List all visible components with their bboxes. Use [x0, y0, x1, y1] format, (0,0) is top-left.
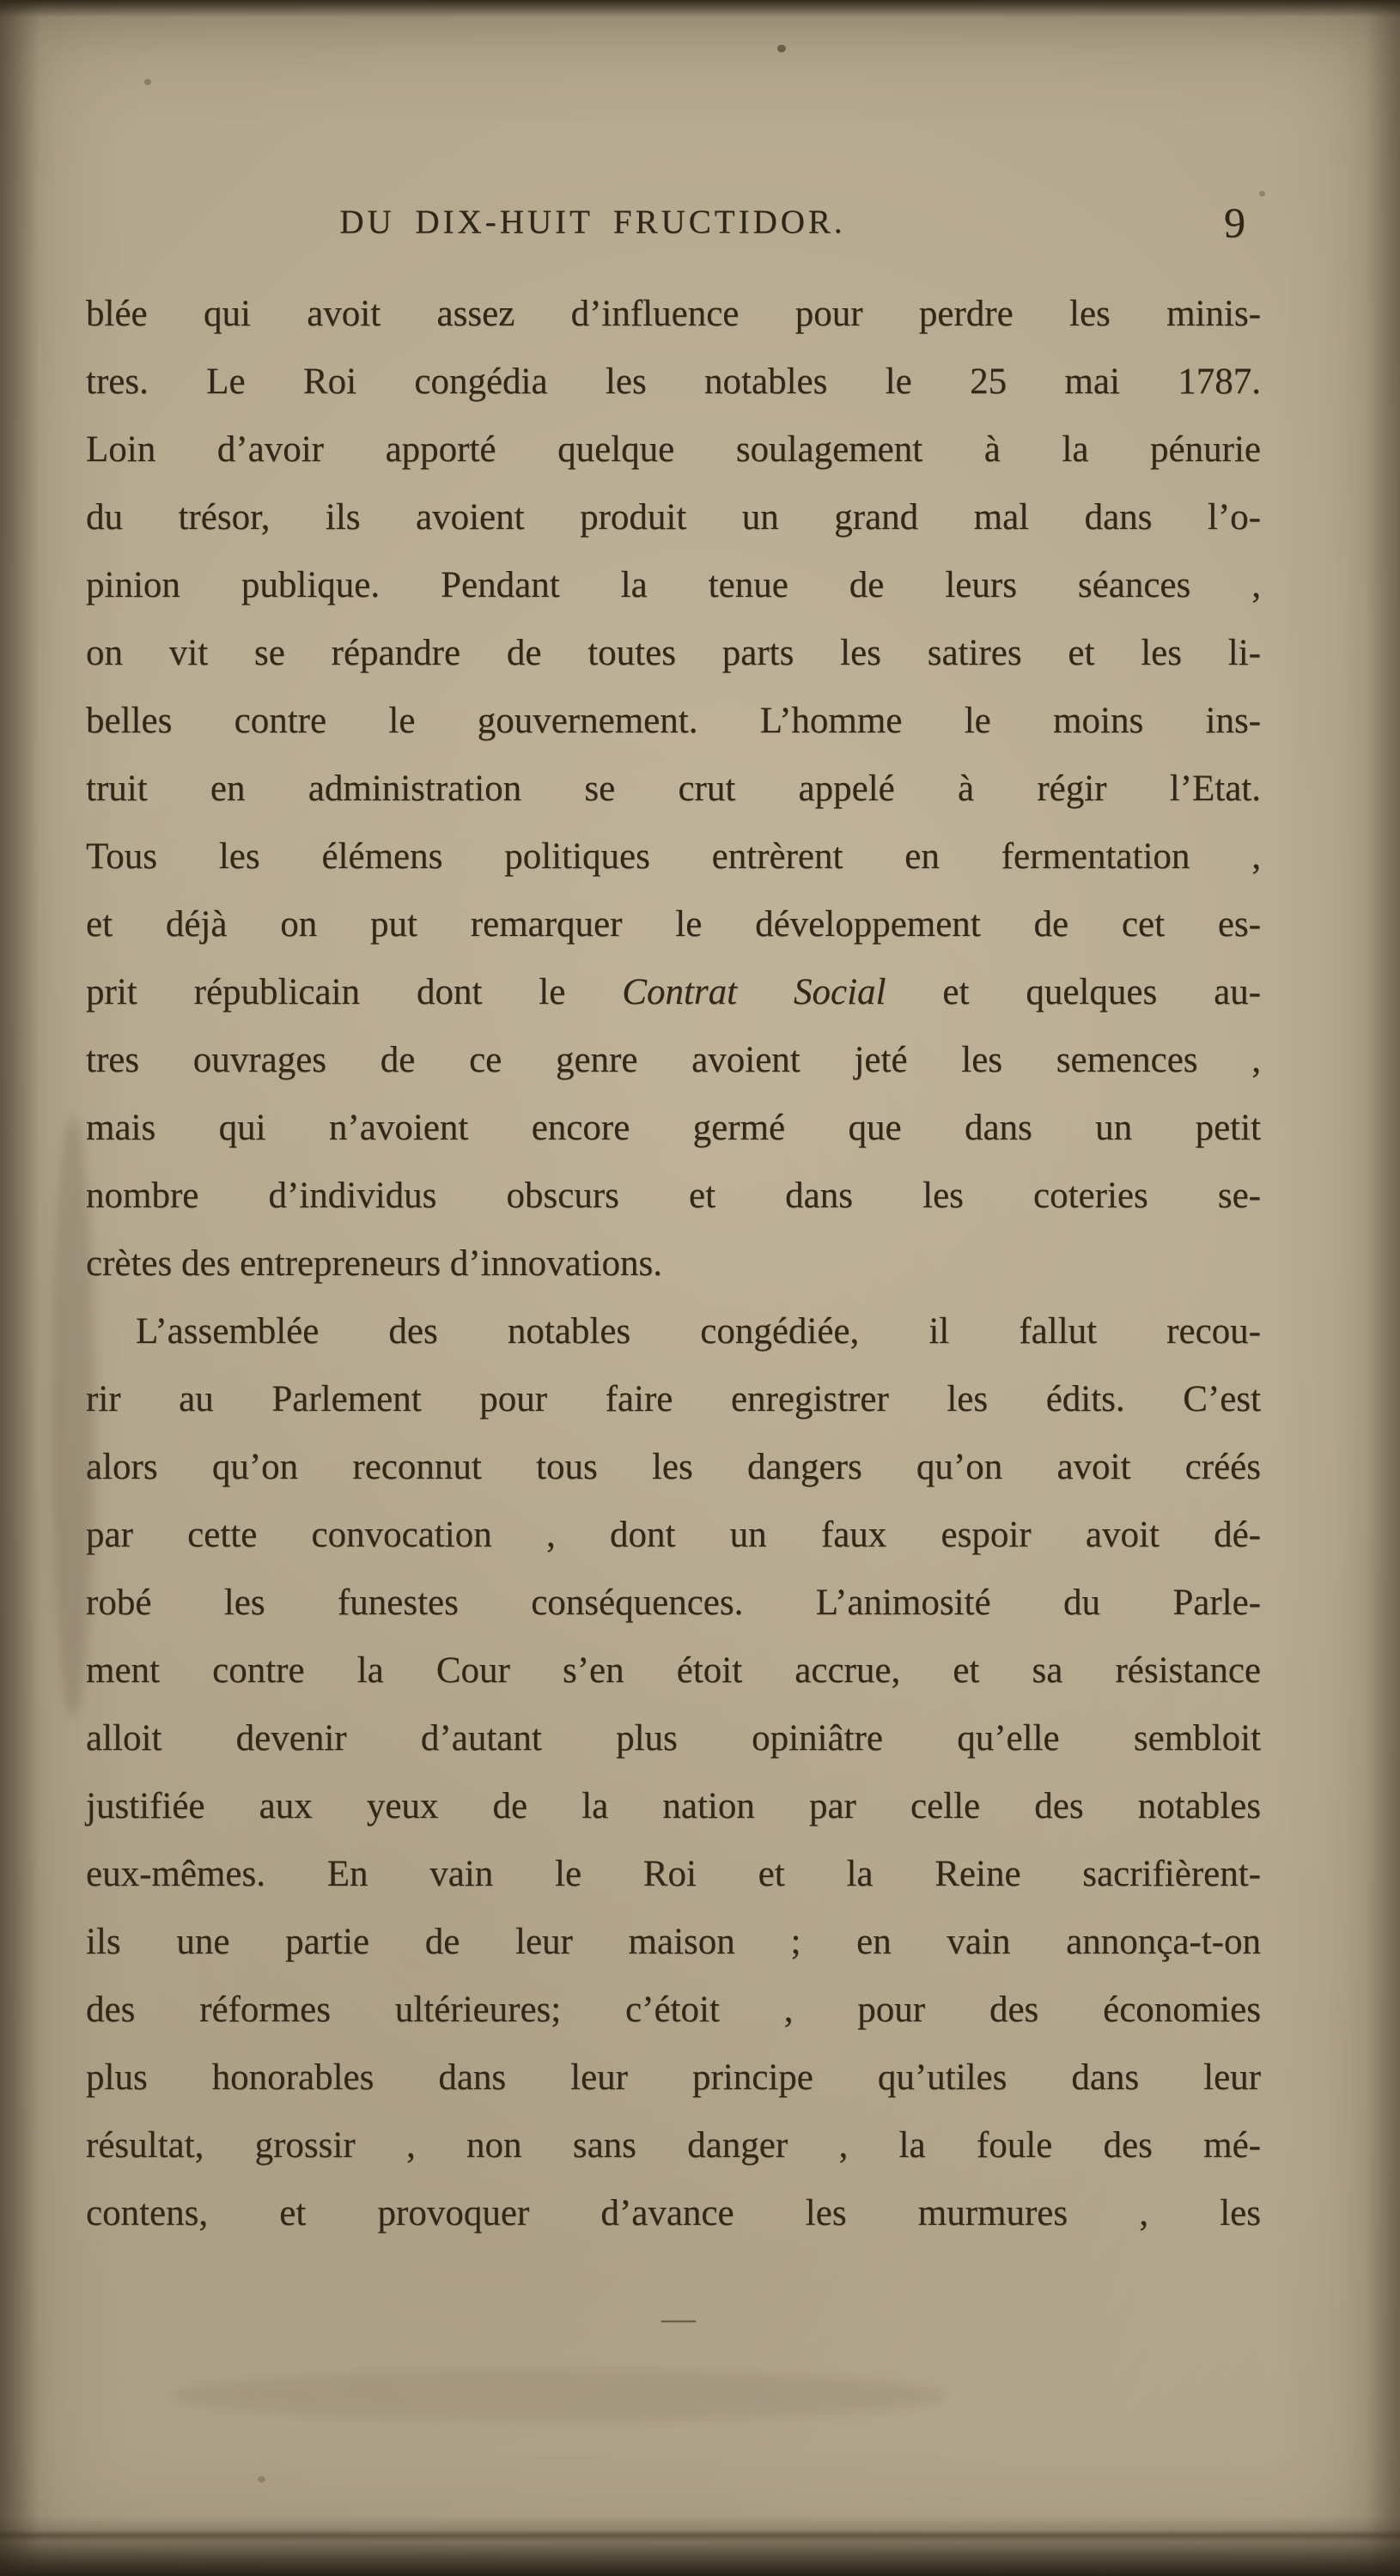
text-line	[86, 823, 1261, 890]
bleedthrough-smudge	[172, 2370, 945, 2421]
text-run: justifiée aux yeux de la nation par celle des notables	[86, 1786, 1261, 1826]
text-run: ment contre la Cour s’en étoit accrue, et sa résistance	[86, 1650, 1261, 1691]
text-line	[86, 1433, 1261, 1501]
text-line	[86, 416, 1261, 483]
text-run: Loin d’avoir apporté quelque soulagement à la pénurie	[86, 429, 1261, 470]
scan-edge-top	[0, 0, 1400, 17]
text-line	[86, 348, 1261, 416]
text-run: truit en administration se crut appelé à régir l’Etat.	[86, 769, 1261, 809]
margin-smudge	[52, 1116, 94, 1717]
text-line	[86, 1908, 1261, 1976]
text-run: ils une partie de leur maison ; en vain annonça-t-on	[86, 1922, 1261, 1962]
text-run: robé les funestes conséquences. L’animosité du Parle-	[86, 1583, 1261, 1623]
text-line	[86, 1976, 1261, 2044]
text-line	[86, 1840, 1261, 1908]
text-run: blée qui avoit assez d’influence pour perdre les minis-	[86, 294, 1261, 334]
text-run: alloit devenir d’autant plus opiniâtre qu’elle sembloit	[86, 1718, 1261, 1759]
paper-speck	[258, 2476, 265, 2482]
text-run: et quelques au-	[886, 972, 1261, 1012]
text-line	[86, 1704, 1261, 1772]
text-run: alors qu’on reconnut tous les dangers qu’on avoit créés	[86, 1447, 1261, 1487]
text-run: Tous les élémens politiques entrèrent en fermentation ,	[86, 836, 1261, 877]
text-line	[86, 551, 1261, 619]
text-line	[86, 1772, 1261, 1840]
text-line	[86, 1501, 1261, 1569]
scan-edge-bottom	[0, 2516, 1400, 2576]
page-header	[86, 198, 1261, 258]
text-line	[86, 2111, 1261, 2179]
text-run: eux-mêmes. En vain le Roi et la Reine sacrifièrent-	[86, 1854, 1261, 1894]
text-run: mais qui n’avoient encore germé que dans un petit	[86, 1108, 1261, 1148]
text-line	[86, 280, 1261, 348]
paper-speck	[1259, 191, 1265, 197]
scan-edge-right	[1366, 0, 1400, 2576]
text-run: prit républicain dont le	[86, 972, 623, 1012]
text-line	[86, 687, 1261, 755]
text-line	[86, 1094, 1261, 1162]
text-run: des réformes ultérieures; c’étoit , pour des économies	[86, 1990, 1261, 2030]
text-line	[86, 2044, 1261, 2111]
text-run: par cette convocation , dont un faux espoir avoit dé-	[86, 1515, 1261, 1555]
text-line	[86, 1162, 1261, 1230]
page-number: 9	[1224, 198, 1245, 246]
text-line	[86, 2179, 1261, 2247]
text-line	[86, 619, 1261, 687]
text-run: rir au Parlement pour faire enregistrer les édits. C’est	[86, 1379, 1261, 1419]
text-line	[86, 1365, 1261, 1433]
text-line	[86, 755, 1261, 823]
text-run: crètes des entrepreneurs d’innovations.	[86, 1243, 663, 1284]
text-run: contens, et provoquer d’avance les murmures , les	[86, 2193, 1261, 2233]
text-run: nombre d’individus obscurs et dans les coteries se-	[86, 1176, 1261, 1216]
text-run: pinion publique. Pendant la tenue de leurs séances ,	[86, 565, 1261, 605]
text-run: L’assemblée des notables congédiée, il fallut recou-	[136, 1311, 1261, 1352]
text-run: tres ouvrages de ce genre avoient jeté les semences ,	[86, 1040, 1261, 1080]
scan-band-artifact	[0, 2530, 1400, 2542]
text-run: on vit se répandre de toutes parts les satires et les li-	[86, 633, 1261, 673]
text-run: plus honorables dans leur principe qu’utiles dans leur	[86, 2057, 1261, 2098]
paper-speck	[777, 45, 786, 52]
text-run: et déjà on put remarquer le développement de cet es-	[86, 904, 1261, 945]
text-line	[86, 483, 1261, 551]
text-line	[86, 1297, 1261, 1365]
scan-edge-left	[0, 0, 40, 2576]
text-run: belles contre le gouvernement. L’homme le moins ins-	[86, 701, 1261, 741]
text-line	[86, 1637, 1261, 1704]
running-title: DU DIX-HUIT FRUCTIDOR.	[339, 204, 846, 240]
ink-dash-artifact: —	[661, 2299, 692, 2337]
text-line	[86, 1569, 1261, 1637]
text-line	[86, 1230, 1261, 1297]
text-run: du trésor, ils avoient produit un grand mal dans l’o-	[86, 497, 1261, 538]
italic-text-run: Contrat Social	[622, 972, 886, 1012]
text-run: tres. Le Roi congédia les notables le 25 mai 1787.	[86, 361, 1261, 402]
text-block	[86, 280, 1261, 2247]
text-run: résultat, grossir , non sans danger , la foule des mé-	[86, 2125, 1261, 2166]
text-line	[86, 890, 1261, 958]
paper-speck	[144, 79, 151, 85]
text-line	[86, 1026, 1261, 1094]
text-line	[86, 958, 1261, 1026]
